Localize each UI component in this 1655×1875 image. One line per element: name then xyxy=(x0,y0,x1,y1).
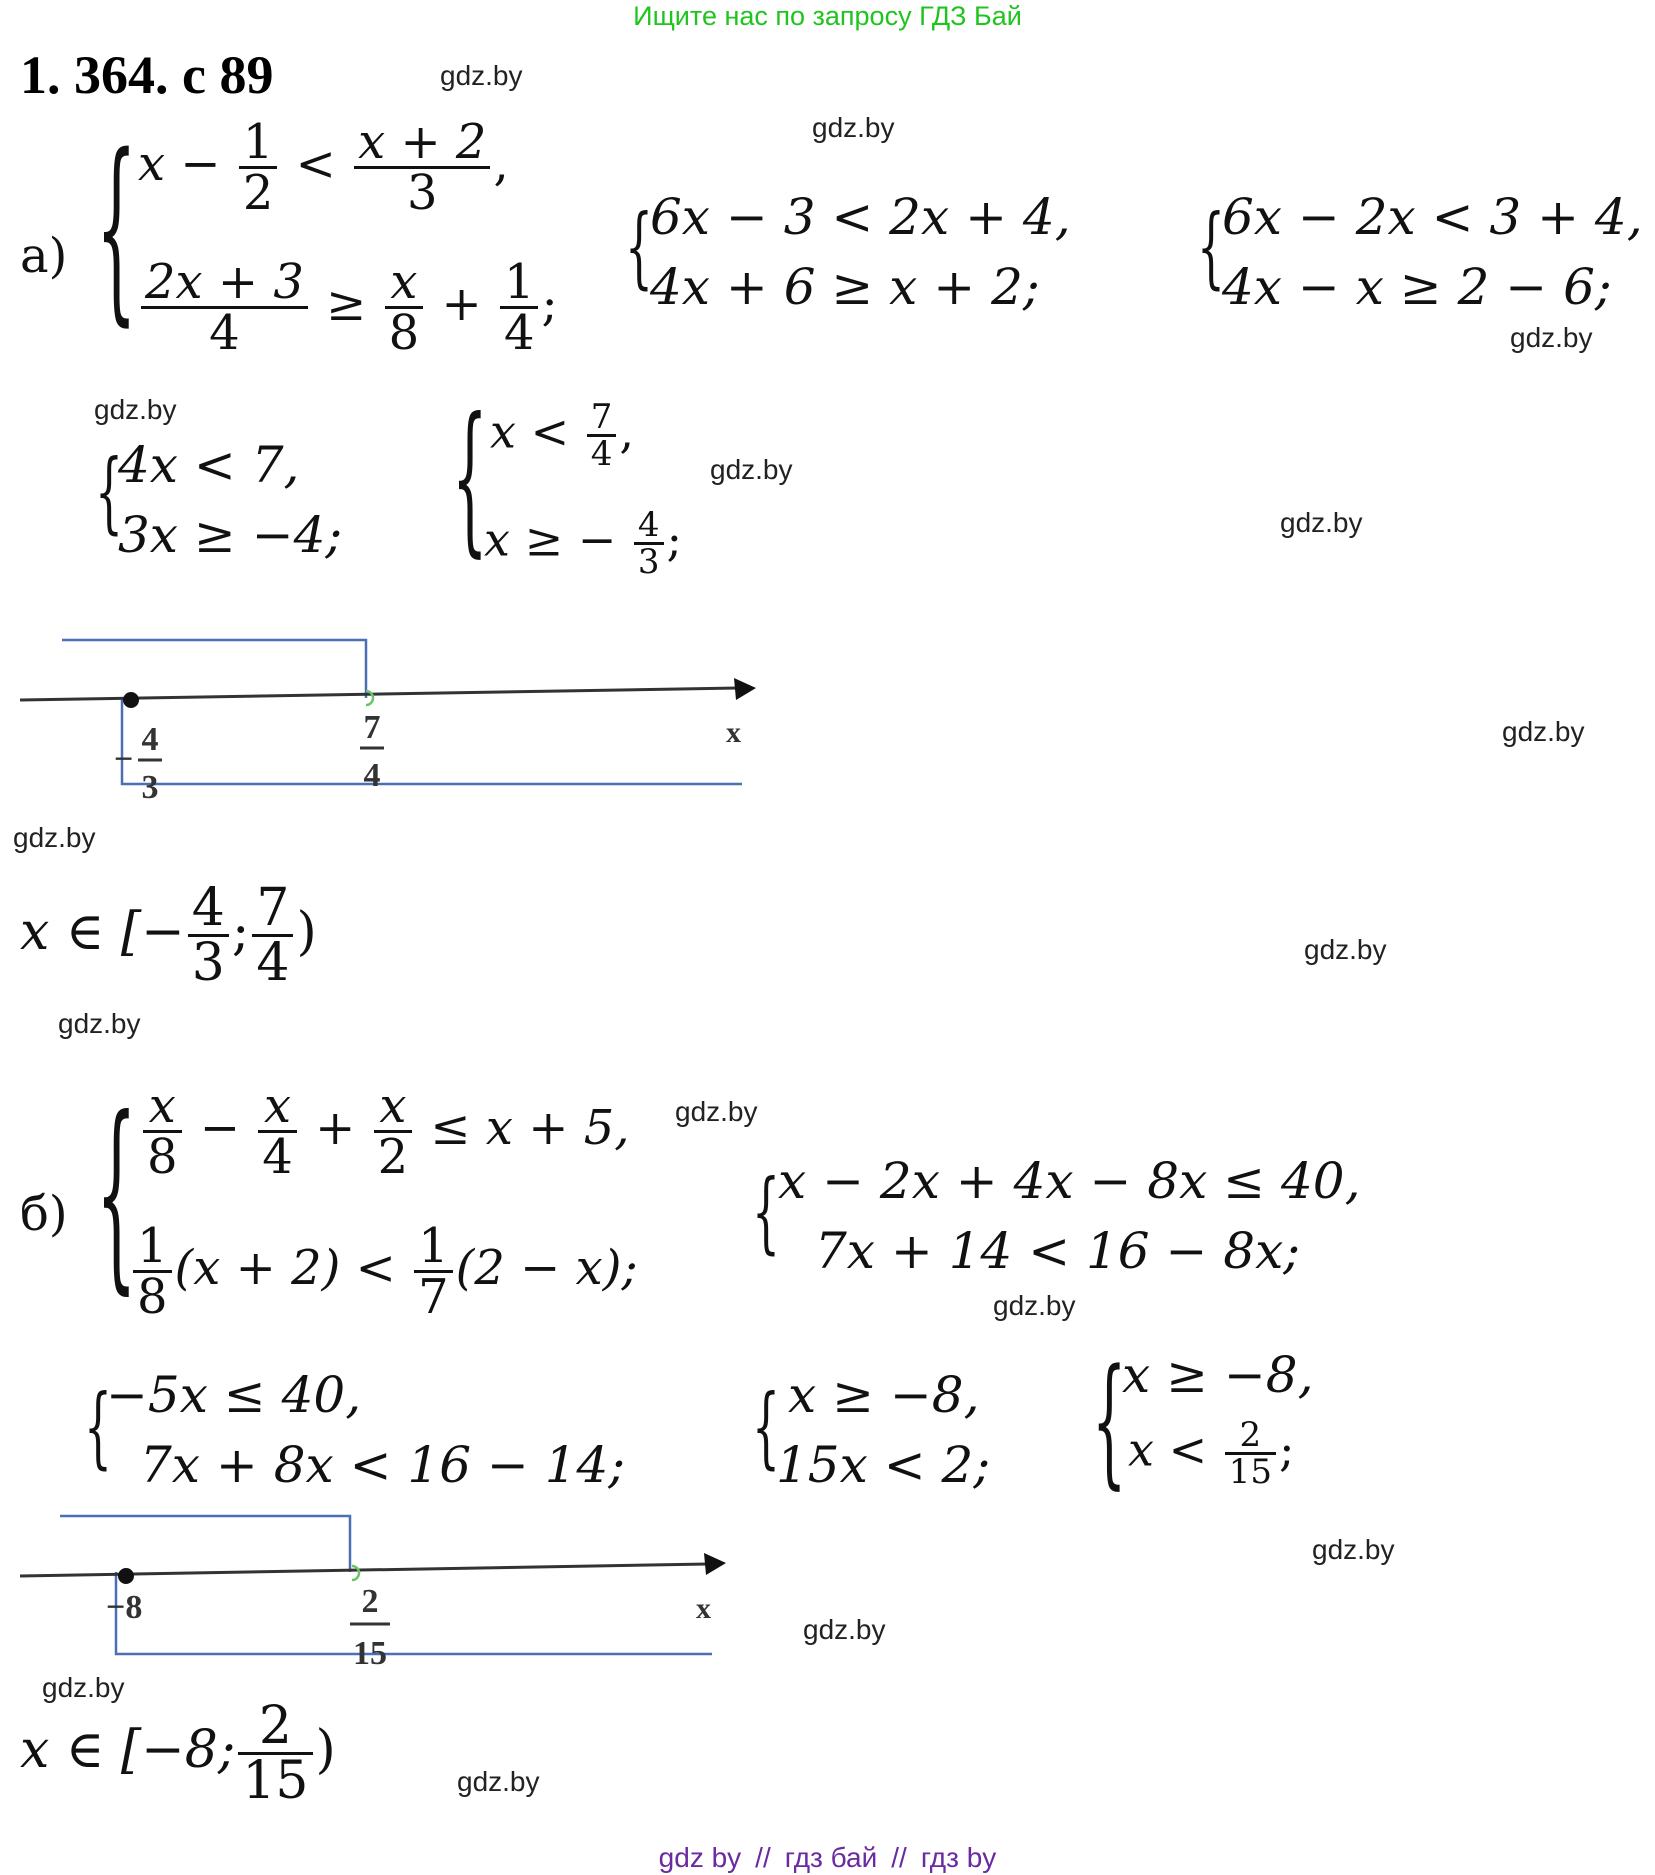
a-answer: x ∈ [− $\frac{4}{3}$ ; $\frac{7}{4}$ ) xyxy=(20,878,317,993)
b-system2-line2: 7x + 14 < 16 − 8x; xyxy=(815,1222,1301,1280)
a-system4-line1: 4x < 7, xyxy=(118,436,300,494)
tick-label-den: 4 xyxy=(363,757,381,794)
system-brace: { xyxy=(1197,197,1225,299)
watermark: gdz.by xyxy=(457,1766,540,1797)
tick-label-num: 4 xyxy=(141,721,159,758)
watermark: gdz.by xyxy=(440,60,523,91)
watermark: gdz.by xyxy=(1304,934,1387,965)
b-system4-line1: x ≥ −8, xyxy=(788,1366,980,1424)
b-answer: x ∈ [−8; $\frac{2}{15}$ ) xyxy=(20,1696,336,1811)
system-brace: { xyxy=(84,1377,112,1479)
system-brace: { xyxy=(95,442,123,544)
b-system1-line2: $\frac{1}{8}$ (x + 2) < $\frac{1}{7}$ (2 − x); xyxy=(130,1222,638,1321)
interval-bracket-lower xyxy=(122,698,742,784)
a-system5-line1: x < $\frac{7}{4}$ , xyxy=(490,397,634,474)
search-banner[interactable]: Ищите нас по запросу ГДЗ Бай xyxy=(633,1,1022,31)
closed-point xyxy=(123,692,139,708)
system-brace: { xyxy=(96,116,137,346)
number-line-b xyxy=(0,1500,760,1690)
watermark: gdz.by xyxy=(1502,716,1585,747)
exercise-title: 1. 364. с 89 xyxy=(20,45,274,105)
footer-link[interactable]: гдз by xyxy=(920,1842,997,1873)
number-line-a xyxy=(0,620,780,820)
b-system5-line1: x ≥ −8, xyxy=(1122,1346,1314,1404)
system-brace: { xyxy=(752,1162,780,1264)
tick-label-den: 3 xyxy=(141,769,159,806)
a-system2-line2: 4x + 6 ≥ x + 2; xyxy=(650,258,1040,316)
watermark: gdz.by xyxy=(710,454,793,485)
interval-bracket-upper xyxy=(60,1516,350,1572)
axis-var-label: x xyxy=(696,1592,711,1625)
watermark: gdz.by xyxy=(1312,1534,1395,1565)
part-a-label: а) xyxy=(20,228,68,284)
interval-bracket-lower xyxy=(116,1572,712,1654)
watermark: gdz.by xyxy=(803,1614,886,1645)
open-point xyxy=(352,1566,359,1580)
tick-label: −8 xyxy=(106,1589,143,1626)
footer-links: gdz by // гдз бай // гдз by xyxy=(658,1842,997,1873)
b-system1-line1: $\frac{x}{8}$ − $\frac{x}{4}$ + $\frac{x}{2}$ ≤ x + 5, xyxy=(140,1082,629,1181)
a-system5-line2: x ≥ − $\frac{4}{3}$ ; xyxy=(484,505,683,582)
part-b-label: б) xyxy=(20,1186,68,1242)
tick-label-sign: − xyxy=(114,741,134,778)
watermark: gdz.by xyxy=(58,1008,141,1039)
b-system3-line2: 7x + 8x < 16 − 14; xyxy=(140,1436,626,1494)
system-brace: { xyxy=(752,1377,780,1479)
b-system5-line2: x < $\frac{2}{15}$ ; xyxy=(1128,1415,1295,1492)
b-system3-line1: −5x ≤ 40, xyxy=(106,1366,362,1424)
footer-link[interactable]: гдз бай xyxy=(784,1842,878,1873)
axis-var-label: x xyxy=(726,716,741,749)
watermark: gdz.by xyxy=(1510,322,1593,353)
a-system1-line1: x − $\frac{1}{2}$ < $\frac{x + 2}{3}$ , xyxy=(138,114,509,221)
axis-arrow xyxy=(704,1553,726,1575)
tick-label-den: 15 xyxy=(353,1635,387,1672)
footer-link[interactable]: gdz by xyxy=(658,1842,742,1873)
a-system3-line2: 4x − x ≥ 2 − 6; xyxy=(1222,258,1612,316)
axis-arrow xyxy=(734,678,756,700)
b-system4-line2: 15x < 2; xyxy=(776,1436,991,1494)
tick-label-num: 2 xyxy=(361,1583,379,1620)
system-brace: { xyxy=(452,385,488,574)
watermark: gdz.by xyxy=(13,822,96,853)
system-brace: { xyxy=(96,1078,137,1315)
tick-label-num: 7 xyxy=(363,709,381,746)
watermark: gdz.by xyxy=(812,112,895,143)
closed-point xyxy=(118,1568,134,1584)
system-brace: { xyxy=(625,197,653,299)
watermark: gdz.by xyxy=(94,394,177,425)
watermark: gdz.by xyxy=(1280,507,1363,538)
a-system1-line2: $\frac{2x + 3}{4}$ ≥ $\frac{x}{8}$ + $\frac{1}{4}$ ; xyxy=(138,258,558,357)
watermark: gdz.by xyxy=(675,1096,758,1127)
interval-bracket-upper xyxy=(62,640,366,698)
b-system2-line1: x − 2x + 4x − 8x ≤ 40, xyxy=(778,1152,1361,1210)
watermark: gdz.by xyxy=(993,1290,1076,1321)
watermark: gdz.by xyxy=(42,1672,125,1703)
a-system2-line1: 6x − 3 < 2x + 4, xyxy=(650,188,1071,246)
a-system3-line1: 6x − 2x < 3 + 4, xyxy=(1222,188,1643,246)
a-system4-line2: 3x ≥ −4; xyxy=(118,506,343,564)
system-brace: { xyxy=(1092,1339,1127,1503)
